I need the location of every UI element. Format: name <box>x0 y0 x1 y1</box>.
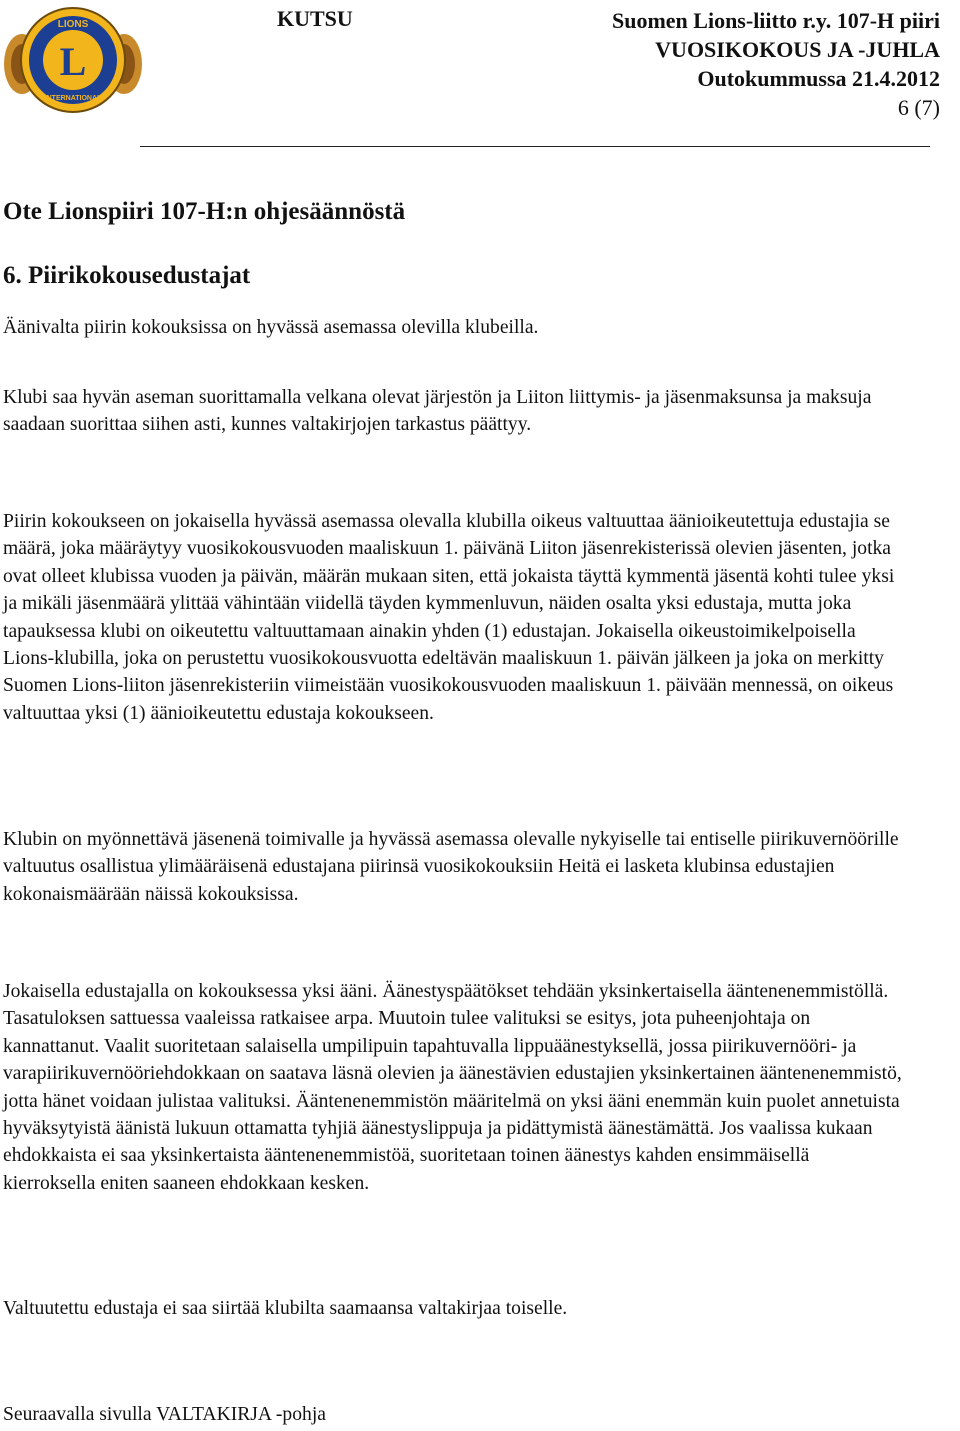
footer-note: Seuraavalla sivulla VALTAKIRJA -pohja <box>3 1404 326 1425</box>
document-title: Ote Lionspiiri 107-H:n ohjesäännöstä <box>3 198 406 225</box>
event-place-date: Outokummussa 21.4.2012 <box>697 66 940 91</box>
paragraph-voting-procedure: Jokaisella edustajalla on kokouksessa yksi ääni. Äänestyspäätökset tehdään yksinkertaisella ääntenenemmistöllä. Tasatuloksen sattuessa vaaleissa ratkaisee arpa. Muutoin tulee valituksi se esitys, jota puheenjohtaja on kannattanut. Vaalit suoritetaan salaisella umpilipuin tapahtuvalla lippuäänestyksellä, jossa piirikuvernööri- ja varapiirikuvernööriehdokkaan on saatava läsnä olevien ja äänestävien edustajien yksinkertainen ääntenenemmistö, jotta hänet voidaan julistaa valituksi. Ääntenenemmistön määritelmä on yksi ääni enemmän kuin puolet annetuista hyväksytyistä äänistä lukuun ottamatta tyhjiä äänestyslippuja ja pidättymistä äänestämättä. Jos vaalissa kukaan ehdokkaista ei saa yksinkertaista ääntenenemmistöä, suoritetaan toinen äänestys kahden ensimmäisellä kierroksella eniten saaneen ehdokkaan kesken. <box>3 981 902 1194</box>
page-number: 6 (7) <box>897 95 940 120</box>
event-name: VUOSIKOKOUS JA -JUHLA <box>655 37 940 62</box>
paragraph-good-standing: Klubi saa hyvän aseman suorittamalla velkana olevat järjestön ja Liiton liittymis- ja jäsenmaksunsa ja maksuja saadaan suorittaa siihen asti, kunnes valtakirjojen tarkastus päättyy. <box>3 387 872 436</box>
header-divider <box>140 146 930 147</box>
section-heading: 6. Piirikokousedustajat <box>3 262 251 289</box>
header-info <box>612 6 940 122</box>
svg-text:LIONS: LIONS <box>57 19 89 30</box>
svg-text:INTERNATIONAL: INTERNATIONAL <box>44 95 102 102</box>
paragraph-past-governors: Klubin on myönnettävä jäsenenä toimivalle ja hyvässä asemassa olevalle nykyiselle tai entiselle piirikuvernöörille valtuutus osallistua ylimääräisenä edustajana piirinsä vuosikokouksiin Heitä ei lasketa klubinsa edustajien kokonaismäärään näissä kokouksissa. <box>3 829 899 905</box>
svg-text:L: L <box>59 39 87 84</box>
paragraph-proxy-transfer: Valtuutettu edustaja ei saa siirtää klubilta saamaansa valtakirjaa toiselle. <box>3 1298 568 1319</box>
organization-name: Suomen Lions-liitto r.y. 107-H piiri <box>611 8 940 33</box>
invitation-label: KUTSU <box>277 6 353 31</box>
paragraph-delegate-count: Piirin kokoukseen on jokaisella hyvässä asemassa olevalla klubilla oikeus valtuuttaa äänioikeutettuja edustajia se määrä, joka määräytyy vuosikokousvuoden maaliskuun 1. päivänä Liiton jäsenrekisterissä olevien jäsenten, jotka ovat olleet klubissa vuoden ja päivän, määrän mukaan siten, että jokaista täyttä kymmentä jäsentä kohti tulee yksi ja mikäli jäsenmäärä ylittää vähintään viidellä täyden kymmenluvun, näiden osalta yksi edustaja, mutta joka tapauksessa klubi on oikeutettu valtuuttamaan ainakin yhden (1) edustajan. Jokaisella oikeustoimikelpoisella Lions-klubilla, joka on perustettu vuosikokousvuotta edeltävän maaliskuun 1. päivän jälkeen ja joka on merkitty Suomen Lions-liiton jäsenrekisteriin viimeistään vuosikokousvuoden maaliskuun 1. päivään mennessä, on oikeus valtuuttaa yksi (1) äänioikeutettu edustaja kokoukseen. <box>3 511 895 724</box>
lions-international-logo <box>4 2 142 120</box>
paragraph-voting-rights: Äänivalta piirin kokouksissa on hyvässä asemassa olevilla klubeilla. <box>3 317 539 338</box>
